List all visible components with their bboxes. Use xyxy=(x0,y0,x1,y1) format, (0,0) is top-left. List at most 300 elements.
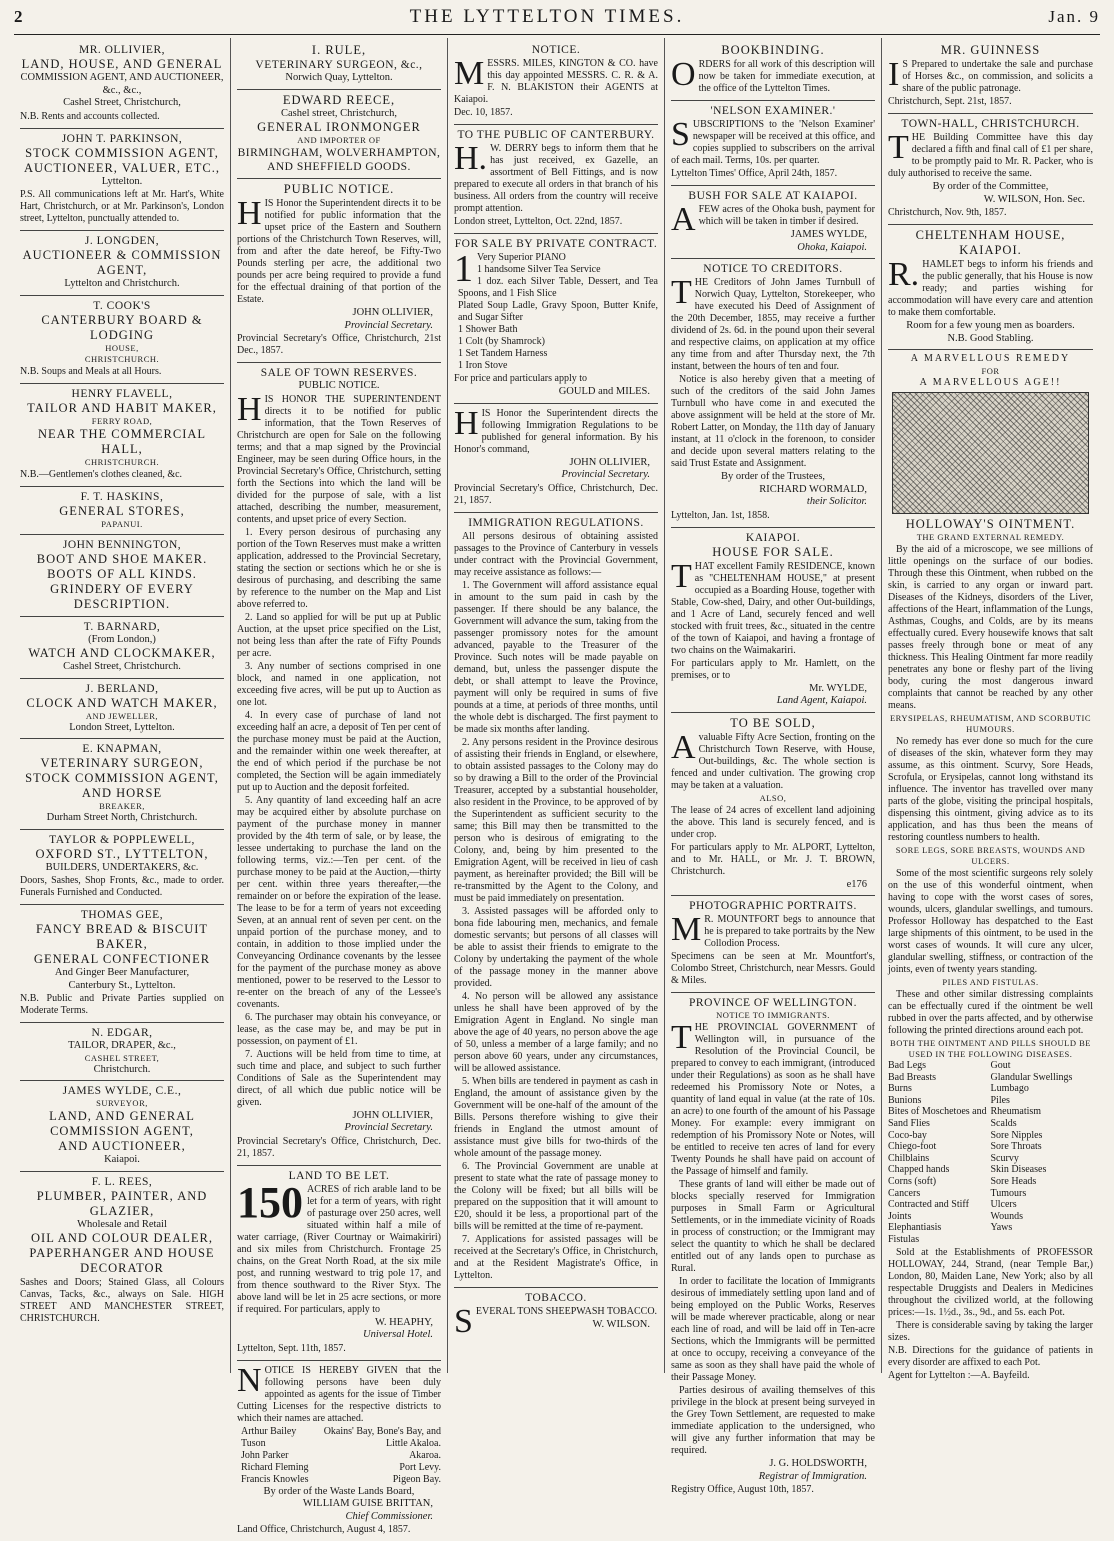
card-line: BOOT AND SHOE MAKER. xyxy=(20,552,224,567)
signature: W. WILSON. xyxy=(454,1319,658,1332)
ad-line: GENERAL IRONMONGER xyxy=(237,120,441,135)
place-date: Dec. 10, 1857. xyxy=(454,107,658,119)
sale-item: 1 doz. each Silver Table, Dessert, and Tea Spoons, and 1 Fish Slice xyxy=(454,276,658,300)
paragraph: 1. Every person desirous of purchasing any portion of the Town Reserves must make a written application, addressed to the Provincial Secretary, stating the section or sections which he or she is desirous of purchasing, and describing the same by reference to the number on the Map and List above referred to. xyxy=(237,527,441,611)
sale-item: Very Superior PIANO xyxy=(454,252,658,264)
newspaper-title: THE LYTTELTON TIMES. xyxy=(410,6,685,28)
column-5 xyxy=(882,38,1099,1373)
card-line: T. COOK'S xyxy=(20,299,224,313)
drop-cap: T xyxy=(671,1023,695,1053)
signature: JOHN OLLIVIER, xyxy=(237,307,441,320)
ad-wellington xyxy=(671,993,875,1501)
card-line: AUCTIONEER, VALUER, ETC., xyxy=(20,161,224,176)
ad-public-notice xyxy=(237,179,441,363)
engraving-illustration xyxy=(892,392,1089,514)
card-line: AUCTIONEER & COMMISSION AGENT, xyxy=(20,248,224,278)
ad-nelson xyxy=(671,101,875,186)
agent-district: Akaroa. xyxy=(405,1450,441,1462)
signature: W. HEAPHY, xyxy=(237,1317,441,1330)
diseases-left xyxy=(888,1060,991,1246)
card-line: AND JEWELLER, xyxy=(20,711,224,722)
ad-body: RDERS for all work of this description will now be taken for immediate execution, at the office of the Lyttelton Times. xyxy=(699,59,875,94)
ad-title: TOWN-HALL, CHRISTCHURCH. xyxy=(888,117,1093,131)
card-line: J. LONGDEN, xyxy=(20,234,224,248)
card-line: CHRISTCHURCH. xyxy=(20,457,224,468)
disease-item: Bites of Moschetoes and Sand Flies xyxy=(888,1106,991,1129)
ad-to-be-sold xyxy=(671,713,875,897)
card-note: P.S. All communications left at Mr. Hart's, White Hart, Christchurch, or at Mr. Parkinson's, London street, Lyttelton, punctually attended to. xyxy=(20,189,224,225)
signature-title: Provincial Secretary. xyxy=(237,1122,441,1135)
card-line: HOUSE, xyxy=(20,343,224,354)
place-date: London street, Lyttelton, Oct. 22nd, 1857. xyxy=(454,216,658,228)
card-line: OXFORD ST., LYTTELTON, xyxy=(20,847,224,862)
card-line: HENRY FLAVELL, xyxy=(20,387,224,401)
ad-body: FEW acres of the Ohoka bush, payment for which will be taken in timber if desired. xyxy=(699,204,875,227)
ad-body: HAT excellent Family RESIDENCE, known as "CHELTENHAM HOUSE," at present occupied as a Boarding House, together with Stable, Cow-shed, Dairy, and other Out-buildings, and 1 Acre of Land, securely fenced and well stocked with fruit trees, &c., situated in the centre of the town of Kaiapoi, and having a frontage of two chains on the Waimakariri. xyxy=(671,561,875,656)
ad-body: ESSRS. MILES, KINGTON & CO. have this day appointed MESSRS. C. R. & A. F. N. BLAKISTON their AGENTS at Kaiapoi. xyxy=(454,58,658,105)
agent-name: Francis Knowles xyxy=(241,1474,309,1486)
agent-district: Port Levy. xyxy=(395,1462,441,1474)
ad-body: ACRES of rich arable land to be let for a term of years, with right of pasturage over 250 acres, well situated within half a mile of water carriage, (River Courtnay or Waimakiriri) and six miles from Christchurch. Frontage 25 chains, on the Great North Road, at the six mile post, and running westward to trig pole 17, and from thence southward to the River Styx. The above land will be let in 25 acre sections, or more if required. For particulars, apply to xyxy=(237,1184,441,1315)
card-line: London Street, Lyttelton. xyxy=(20,722,224,735)
card-line: TAYLOR & POPPLEWELL, xyxy=(20,833,224,847)
ad-line: Norwich Quay, Lyttelton. xyxy=(237,72,441,85)
ad-body: IS Honor the Superintendent directs it to be notified for public information that the upset price of the Eastern and Southern portions of the Christchurch Town Reserves, will, from and after the date hereof, be Fifty-Two Pounds sterling per acre, the additional two pounds per acre being required to provide a fund for the effectual draining of that portion of the Estate. xyxy=(237,198,441,305)
ad-title: PHOTOGRAPHIC PORTRAITS. xyxy=(671,899,875,913)
business-card xyxy=(20,1081,224,1172)
issue-date: Jan. 9 xyxy=(1020,7,1100,27)
ad-title: TO BE SOLD, xyxy=(671,716,875,731)
sale-item: 1 handsome Silver Tea Service xyxy=(454,264,658,276)
paragraph: In order to facilitate the location of Immigrants desirous of immediately settling upon land and of being employed on the Public Works, Reserves will be made wherever practicable, along or near each line of road, and will be laid off in Ten-acre Sections, which the Immigrants will be permitted at once to occupy, receiving a conveyance of the same as soon as they shall have paid the whole of their Passage Money. xyxy=(671,1276,875,1384)
disease-item: Cancers xyxy=(888,1188,991,1200)
card-line: BOOTS OF ALL KINDS. xyxy=(20,567,224,582)
disease-item: Lumbago xyxy=(991,1083,1094,1095)
business-card xyxy=(20,1172,224,1331)
ad-town-reserves xyxy=(237,363,441,1166)
diseases-right xyxy=(991,1060,1094,1246)
ad-title: BOOKBINDING. xyxy=(671,43,875,58)
section-heading: ERYSIPELAS, RHEUMATISM, AND SCORBUTIC HUMOURS. xyxy=(888,713,1093,735)
card-line: Christchurch. xyxy=(20,1064,224,1077)
ad-title: NOTICE. xyxy=(454,43,658,57)
ad-derry xyxy=(454,125,658,234)
ad-notice-given xyxy=(237,1361,441,1541)
card-line: GENERAL STORES, xyxy=(20,504,224,519)
drop-cap: T xyxy=(888,133,912,163)
ad-body: S Prepared to undertake the sale and purchase of Horses &c., on commission, and solicits a share of the public patronage. xyxy=(902,59,1093,94)
disease-item: Sore Nipples xyxy=(991,1130,1094,1142)
disease-item: Tumours xyxy=(991,1188,1094,1200)
card-line: JOHN T. PARKINSON, xyxy=(20,132,224,146)
disease-item: Sore Throats xyxy=(991,1141,1094,1153)
card-line: THOMAS GEE, xyxy=(20,908,224,922)
signature-title: their Solicitor. xyxy=(671,496,875,509)
ad-title: NOTICE TO CREDITORS. xyxy=(671,262,875,276)
columns xyxy=(14,38,1100,1373)
card-line: GRINDERY OF EVERY DESCRIPTION. xyxy=(20,582,224,612)
ad-line: Cashel street, Christchurch, xyxy=(237,108,441,121)
paragraph: 5. When bills are tendered in payment as cash in England, the amount of assistance given by the Government will be one-half of the amount of the Bills. Persons therefore wishing to give their friends in England the utmost amount of assistance must give bills for two-thirds of the whole amount of the passage money. xyxy=(454,1076,658,1160)
card-line: Cashel Street, Christchurch. xyxy=(20,661,224,674)
paragraph: 6. The Provincial Government are unable at present to state what the rate of passage money to the Colony will be fixed; but all bills will be prepared on the supposition that it will amount to £20, should it be less, a proportional part of the bills will be remitted at the time of re-payment. xyxy=(454,1161,658,1233)
card-line: CHRISTCHURCH. xyxy=(20,354,224,365)
card-note: Sashes and Doors; Stained Glass, all Colours Canvas, Tacks, &c., always on Sale. HIGH STREET AND MANCHESTER STREET, CHRISTCHURCH. xyxy=(20,1277,224,1325)
drop-cap: O xyxy=(671,60,699,90)
sig-pre: By order of the Committee, xyxy=(888,181,1093,194)
card-line: VETERINARY SURGEON, xyxy=(20,756,224,771)
signature-title: Land Agent, Kaiapoi. xyxy=(671,695,875,708)
agent-district: Pigeon Bay. xyxy=(389,1474,441,1486)
disease-item: Gout xyxy=(991,1060,1094,1072)
paragraph: 6. The purchaser may obtain his conveyance, or lease, as the case may be, and may be put in possession, on payment of £1. xyxy=(237,1012,441,1048)
disease-item: Elephantiasis xyxy=(888,1222,991,1234)
sig-pre: By order of the Waste Lands Board, xyxy=(237,1486,441,1499)
ad-rule xyxy=(237,40,441,90)
ad-body: OTICE IS HEREBY GIVEN that the following persons have been duly appointed as agents for the issue of Timber Cutting Licenses for the respective districts to which their names are attached. xyxy=(237,1365,441,1424)
signature: Mr. WYLDE, xyxy=(671,683,875,696)
ad-body: UBSCRIPTIONS to the 'Nelson Examiner' newspaper will be received at this office, and copies supplied to subscribers on the arrival of each mail. Terms, 10s. per quarter. xyxy=(671,119,875,166)
ad-subtitle: NOTICE TO IMMIGRANTS. xyxy=(671,1010,875,1021)
ad-body: HE Building Committee have this day declared a fifth and final call of £1 per share, to be promptly paid to Mr. R. Packer, who is duly authorised to receive the same. xyxy=(888,132,1093,179)
disease-item: Sore Heads xyxy=(991,1176,1094,1188)
business-card xyxy=(20,1023,224,1081)
place-date: Lyttelton, Jan. 1st, 1858. xyxy=(671,510,875,522)
business-card xyxy=(20,129,224,232)
card-line: N. EDGAR, xyxy=(20,1026,224,1040)
ad-title: 'NELSON EXAMINER.' xyxy=(671,104,875,118)
card-line: STOCK COMMISSION AGENT, xyxy=(20,146,224,161)
ad-title: HOLLOWAY'S OINTMENT. xyxy=(888,517,1093,532)
disease-item: Piles xyxy=(991,1095,1094,1107)
ad-cheltenham xyxy=(888,225,1093,350)
business-card xyxy=(20,40,224,129)
card-line: Wholesale and Retail xyxy=(20,1219,224,1232)
ad-foot: Room for a few young men as boarders. xyxy=(888,320,1093,333)
drop-cap: A xyxy=(671,733,699,763)
card-line: Lyttelton. xyxy=(20,176,224,189)
drop-cap: 1 xyxy=(454,252,477,286)
card-line: PAPERHANGER AND HOUSE DECORATOR xyxy=(20,1246,224,1276)
signature-title: Universal Hotel. xyxy=(237,1329,441,1342)
ad-foot: For particulars apply to Mr. ALPORT, Lyttelton, and to Mr. HALL, or Mr. J. T. BROWN, Christchurch. xyxy=(671,842,875,878)
paragraph: 7. Auctions will be held from time to time, at such time and place, and subject to such further Conditions of Sale as the Superintendent may direct, of all which due public notice will be given. xyxy=(237,1049,441,1109)
disease-item: Chapped hands xyxy=(888,1164,991,1176)
card-note: N.B. Soups and Meals at all Hours. xyxy=(20,366,224,378)
card-line: GENERAL CONFECTIONER xyxy=(20,952,224,967)
card-line: SURVEYOR, xyxy=(20,1098,224,1109)
drop-cap: T xyxy=(671,278,695,308)
ad-title: BUSH FOR SALE AT KAIAPOI. xyxy=(671,189,875,203)
paragraph: 4. In every case of purchase of land not exceeding half an acre, a deposit of Ten per cent of the purchase money must be paid at the Auction, and the remainder within one week thereafter, at the end of which period if the purchase be not completed, the Section will be again immediately put up to Auction and the deposit forfeited. xyxy=(237,710,441,794)
business-card xyxy=(20,617,224,679)
column-4 xyxy=(665,38,882,1373)
ad-body: Specimens can be seen at Mr. Mountfort's, Colombo Street, Christchurch, near Messrs. Gould & Miles. xyxy=(671,951,875,987)
card-line: JOHN BENNINGTON, xyxy=(20,538,224,552)
disease-item: Burns xyxy=(888,1083,991,1095)
card-line: And Ginger Beer Manufacturer, xyxy=(20,967,224,980)
signature-title: Ohoka, Kaiapoi. xyxy=(671,242,875,255)
ad-regulations xyxy=(454,513,658,1288)
card-line: TAILOR AND HABIT MAKER, xyxy=(20,401,224,416)
signature: J. G. HOLDSWORTH, xyxy=(671,1458,875,1471)
ad-line: VETERINARY SURGEON, &c., xyxy=(237,58,441,72)
drop-cap: M xyxy=(454,59,487,89)
also-label: ALSO, xyxy=(671,793,875,804)
place-date: Registry Office, August 10th, 1857. xyxy=(671,1484,875,1496)
signature: W. WILSON, Hon. Sec. xyxy=(888,194,1093,207)
card-line: Cashel Street, Christchurch, xyxy=(20,97,224,110)
ad-title: TOBACCO. xyxy=(454,1291,658,1305)
paragraph: 5. Any quantity of land exceeding half an acre may be acquired either by absolute purchase on payment of the purchase money in manner provided by the 4th term of sale, or by lease, the lessee undertaking to purchase the land on the following terms, viz.:—Ten per cent. of the purchase money to be paid at the Auction,—thirty per cent. within three years thereafter,—the remainder on or before the expiration of the lease. The lease to be for a term of years not exceeding Seven, at an annual rent of seven per cent. on the unpaid portion of the purchase money, and to contain, in addition to those implied under the Conveyancing Ordinance covenants by the lessee for the payment of the purchase money as above mentioned, power to be reserved to the Lessor to re-enter on the breach of any of the Lessee's covenants. xyxy=(237,795,441,1011)
card-line: Lyttelton and Christchurch. xyxy=(20,278,224,291)
business-card xyxy=(20,384,224,487)
card-line: CLOCK AND WATCH MAKER, xyxy=(20,696,224,711)
ad-note: N.B. Directions for the guidance of patients in every disorder are affixed to each Pot. xyxy=(888,1345,1093,1369)
sale-item: 1 Colt (by Shamrock) xyxy=(454,336,658,348)
ad-subtitle: KAIAPOI. xyxy=(888,243,1093,258)
drop-cap: S xyxy=(454,1307,476,1337)
sale-item: 1 Iron Stove xyxy=(454,360,658,372)
ad-body: Sold at the Establishments of PROFESSOR HOLLOWAY, 244, Strand, (near Temple Bar,) London, 80, Maiden Lane, New York; also by all respectable Druggists and Dealers in Medicines throughout the civilized world, at the following prices:—1s. 1½d., 3s., 9d., and 5s. each Pot. xyxy=(888,1247,1093,1319)
business-card xyxy=(20,679,224,740)
ad-line: AND SHEFFIELD GOODS. xyxy=(237,160,441,174)
disease-item: Scalds xyxy=(991,1118,1094,1130)
place-date: Provincial Secretary's Office, Christchurch, Dec. 21, 1857. xyxy=(454,483,658,507)
business-card xyxy=(20,296,224,384)
paragraph: 3. Assisted passages will be afforded only to bona fide labouring men, mechanics, and female domestic servants; but persons of all classes will be able to assist their friends to emigrate to the Colony by undertaking the payment of the whole of the passage money in the manner above provided. xyxy=(454,906,658,990)
card-line: CANTERBURY BOARD & LODGING xyxy=(20,313,224,343)
ad-body: valuable Fifty Acre Section, fronting on the Christchurch Town Reserve, with House, Out-buildings, &c. The whole section is fenced and under cultivation. The growing crop may be taken at a valuation. xyxy=(671,732,875,791)
paragraph: 7. Applications for assisted passages will be received at the Secretary's Office, in Christchurch, and at the Resident Magistrate's Office, in Lyttelton. xyxy=(454,1234,658,1282)
card-line: FERRY ROAD, xyxy=(20,416,224,427)
disease-item: Bad Legs xyxy=(888,1060,991,1072)
ad-subtitle: PUBLIC NOTICE. xyxy=(237,380,441,393)
disease-item: Scurvy xyxy=(991,1153,1094,1165)
card-line: Kaiapoi. xyxy=(20,1154,224,1167)
signature: JOHN OLLIVIER, xyxy=(454,457,658,470)
disease-item: Fistulas xyxy=(888,1234,991,1246)
drop-cap: T xyxy=(671,562,695,592)
business-card xyxy=(20,905,224,1023)
card-line: BUILDERS, UNDERTAKERS, &c. xyxy=(20,862,224,875)
paragraph: 2. Land so applied for will be put up at Public Auction, at the upset price specified on the List, not being less than after the rate of Fifty Pounds per acre. xyxy=(237,612,441,660)
ad-body xyxy=(237,394,441,1109)
ad-land-let xyxy=(237,1166,441,1361)
card-line: WATCH AND CLOCKMAKER, xyxy=(20,646,224,661)
disease-item: Corns (soft) xyxy=(888,1176,991,1188)
business-card xyxy=(20,231,224,296)
ad-town-hall xyxy=(888,114,1093,225)
card-note: N.B. Rents and accounts collected. xyxy=(20,111,224,123)
card-line: NEAR THE COMMERCIAL HALL, xyxy=(20,427,224,457)
agent-name: John Parker xyxy=(241,1450,289,1462)
ad-line: AND IMPORTER OF xyxy=(237,135,441,146)
drop-cap: H xyxy=(454,409,482,439)
disease-item: Wounds xyxy=(991,1211,1094,1223)
business-card xyxy=(20,739,224,830)
ad-body: IS Honor the Superintendent directs the following Immigration Regulations to be published for general information. By his Honor's command, xyxy=(454,408,658,455)
disease-item: Bad Breasts xyxy=(888,1072,991,1084)
ad-line: BIRMINGHAM, WOLVERHAMPTON, xyxy=(237,146,441,160)
card-line: E. KNAPMAN, xyxy=(20,742,224,756)
place-date: Provincial Secretary's Office, Christchurch, Dec. 21, 1857. xyxy=(237,1136,441,1160)
drop-cap: M xyxy=(671,915,704,945)
card-line: LAND, HOUSE, AND GENERAL xyxy=(20,57,224,72)
card-line: AND AUCTIONEER, xyxy=(20,1139,224,1154)
signature-title: Chief Commissioner. xyxy=(237,1511,441,1524)
ad-line: EDWARD REECE, xyxy=(237,93,441,108)
ad-creditors xyxy=(671,259,875,528)
ad-private-sale xyxy=(454,234,658,404)
place-date: Lyttelton, Sept. 11th, 1857. xyxy=(237,1343,441,1355)
ad-title: KAIAPOI. xyxy=(671,531,875,545)
section-heading: BOTH THE OINTMENT AND PILLS SHOULD BE USED IN THE FOLLOWING DISEASES. xyxy=(888,1038,1093,1060)
card-line: TAILOR, DRAPER, &c., xyxy=(20,1040,224,1053)
ad-title: IMMIGRATION REGULATIONS. xyxy=(454,516,658,530)
disease-item: Rheumatism xyxy=(991,1106,1094,1118)
card-line: JAMES WYLDE, C.E., xyxy=(20,1084,224,1098)
ad-headline: A MARVELLOUS AGE!! xyxy=(888,377,1093,390)
card-line: PAPANUI. xyxy=(20,519,224,530)
disease-item: Ulcers xyxy=(991,1199,1094,1211)
section-heading: PILES AND FISTULAS. xyxy=(888,977,1093,988)
card-line: Canterbury St., Lyttelton. xyxy=(20,980,224,993)
agent-row xyxy=(237,1474,441,1486)
card-line: (From London,) xyxy=(20,634,224,647)
card-line: COMMISSION AGENT, AND AUCTIONEER, &c., &c., xyxy=(20,72,224,97)
ad-body: Some of the most scientific surgeons rely solely on the use of this wonderful ointment, when having to cope with the worst cases of sores, wounds, ulcers, glandular swellings, and tumours. Professor Holloway has despatched to the East large shipments of this ointment, to be used in the worst cases of wounds. It will cure any ulcer, glandular swelling, stiffness, or contraction of the joints, even of twenty years standing. xyxy=(888,868,1093,976)
reference: e176 xyxy=(671,879,875,892)
ad-line: I. RULE, xyxy=(237,43,441,58)
ad-photo xyxy=(671,896,875,993)
column-2 xyxy=(231,38,448,1373)
page-number: 2 xyxy=(14,7,74,27)
paragraph: These grants of land will either be made out of blocks specially reserved for Immigration purposes in Small Farm or Agricultural Settlements, or in the immediate vicinity of Roads in process of construction; or the Immigrant may select the quantity to which he shall be declared entitled out of any lands open to purchase as Rural. xyxy=(671,1179,875,1275)
ad-subtitle: THE GRAND EXTERNAL REMEDY. xyxy=(888,532,1093,543)
ad-title: SALE OF TOWN RESERVES. xyxy=(237,366,441,380)
signature: RICHARD WORMALD, xyxy=(671,484,875,497)
ad-body: HAMLET begs to inform his friends and the public generally, that his House is now ready; and parties wishing for accommodation will have every care and attention to make them comfortable. xyxy=(888,259,1093,318)
ad-foot: For particulars apply to Mr. Hamlett, on the premises, or to xyxy=(671,658,875,682)
place-date: Lyttelton Times' Office, April 24th, 1857. xyxy=(671,168,875,180)
ad-headline: A MARVELLOUS REMEDY xyxy=(888,353,1093,366)
sig-pre: By order of the Trustees, xyxy=(671,471,875,484)
drop-cap: H. xyxy=(454,144,490,174)
card-line: PLUMBER, PAINTER, AND GLAZIER, xyxy=(20,1189,224,1219)
ad-foot: For price and particulars apply to xyxy=(454,373,658,385)
card-line: T. BARNARD, xyxy=(20,620,224,634)
big-number: 150 xyxy=(237,1184,307,1222)
ad-body: No remedy has ever done so much for the cure of diseases of the skin, whatever form they may assume, as this ointment. Scurvy, Sore Heads, Scrofula, or Erysipelas, cannot long withstand its influence. The inventor has travelled over many parts of the globe, visiting the principal hospitals, dispensing this ointment, giving advice as to its application, and has thus been the means of restoring countless numbers to health. xyxy=(888,736,1093,844)
section-heading: SORE LEGS, SORE BREASTS, WOUNDS AND ULCERS. xyxy=(888,845,1093,867)
disease-item: Contracted and Stiff Joints xyxy=(888,1199,991,1222)
paragraph: 2. Any persons resident in the Province desirous of assisting their friends in England, or elsewhere, to obtain assisted passages to the Colony may do so by drawing a Bill to the order of the Provincial Treasurer, accepted by a substantial householder, also resident in the Province, to be approved of by the Superintendent as sufficient security to the same; this Bill may then be transmitted to the person who is desirous of emigrating to the Colony, and, being by him presented to the Emigration Agent, will be received in lieu of cash payment, as hereinafter provided; the Bill will be re-transmitted by the Agent to the Colony, and must be paid immediately on presentation. xyxy=(454,737,658,905)
paragraph: 4. No person will be allowed any assistance unless he shall have been approved of by the Emigration Agent in England. No single man above the age of 40 years, no person above the age of 50, unless a member of a large family; and no person above 60 years, under any circumstances, will be allowed assistance. xyxy=(454,991,658,1075)
ad-headline: FOR xyxy=(888,366,1093,377)
ad-title: TO THE PUBLIC OF CANTERBURY. xyxy=(454,128,658,142)
disease-item: Chiego-foot xyxy=(888,1141,991,1153)
ad-notice-miles xyxy=(454,40,658,125)
drop-cap: H xyxy=(237,199,265,229)
disease-item: Bunions xyxy=(888,1095,991,1107)
card-line: FANCY BREAD & BISCUIT BAKER, xyxy=(20,922,224,952)
drop-cap: A xyxy=(671,205,699,235)
business-card xyxy=(20,535,224,617)
card-line: CASHEL STREET, xyxy=(20,1053,224,1064)
disease-item: Coco-bay xyxy=(888,1130,991,1142)
masthead xyxy=(14,0,1100,35)
card-line: F. T. HASKINS, xyxy=(20,490,224,504)
drop-cap: I xyxy=(888,60,902,90)
paragraph: 1. The Government will afford assistance equal in amount to the sum paid in cash by the passenger. If there should be any balance, the Government will advance the sum, taking from the passenger promissory notes for the amount advanced, payable to the Treasurer of the Province. Such notes will be made payable on demand, but, unless the passenger dispute the debt, or shall attempt to leave the Province, payment will only be required in sums of five pounds at a time, at periods of three months, until the whole debt is discharged. The first payment to be made six months after landing. xyxy=(454,580,658,736)
drop-cap: H xyxy=(237,395,265,425)
ad-body: These and other similar distressing complaints can be effectually cured if the ointment be well rubbed in over the parts affected, and by otherwise following the printed directions around each pot. xyxy=(888,989,1093,1037)
signature-title: Provincial Secretary. xyxy=(237,320,441,333)
drop-cap: N xyxy=(237,1366,265,1396)
column-3 xyxy=(448,38,665,1373)
sale-item: 1 Shower Bath xyxy=(454,324,658,336)
agent-name: Richard Fleming xyxy=(241,1462,309,1474)
ad-tobacco xyxy=(454,1288,658,1336)
card-line: J. BERLAND, xyxy=(20,682,224,696)
column-1 xyxy=(14,38,231,1373)
drop-cap: R. xyxy=(888,260,922,290)
agent-name: Arthur Bailey Tuson xyxy=(241,1426,304,1450)
signature: JAMES WYLDE, xyxy=(671,229,875,242)
ad-body: HE PROVINCIAL GOVERNMENT of Wellington will, in pursuance of the Resolution of the Provincial Council, be prepared to convey to each immigrant, (introduced under their Regulations) as soon as he shall have redeemed his Promissory Note or Notes, a quantity of land equal in value (at the rate of 10s. an acre) to one fourth of the amount of his Passage Money. For example: every immigrant on redemption of his Promissory Note or Notes, will be entitled to receive ten acres of land for every Twenty Pounds he shall have paid on account of the Passage of himself and family. xyxy=(671,1022,875,1177)
card-note: Doors, Sashes, Shop Fronts, &c., made to order. Funerals Furnished and Conducted. xyxy=(20,875,224,899)
ad-note: N.B. Good Stabling. xyxy=(888,333,1093,346)
ad-reece xyxy=(237,90,441,180)
place-date: Christchurch, Sept. 21st, 1857. xyxy=(888,96,1093,108)
paragraph: HIS HONOR THE SUPERINTENDENT directs it to be notified for public information, that the Town Reserves of Christchurch are open for Sale on the following terms; and that a map signed by the Provincial Engineer, may be seen during Office hours, in the Provincial Secretary's Office, Christchurch, setting forth the Sections into which the land will be divided for the purpose of sale, with a list attached, describing the number, measurement, contents, and upset price of every Section. xyxy=(237,394,441,526)
agent-row xyxy=(237,1450,441,1462)
ad-guinness xyxy=(888,40,1093,114)
ad-title: MR. GUINNESS xyxy=(888,43,1093,58)
diseases-table xyxy=(888,1060,1093,1246)
card-line: OIL AND COLOUR DEALER, xyxy=(20,1231,224,1246)
card-line: MR. OLLIVIER, xyxy=(20,43,224,57)
sale-item: Plated Soup Ladle, Gravy Spoon, Butter Knife, and Sugar Sifter xyxy=(454,300,658,324)
ad-body: There is considerable saving by taking the larger sizes. xyxy=(888,1320,1093,1344)
agent-row xyxy=(237,1462,441,1474)
card-line: Durham Street North, Christchurch. xyxy=(20,812,224,825)
signature: WILLIAM GUISE BRITTAN, xyxy=(237,1498,441,1511)
card-note: N.B. Public and Private Parties supplied on Moderate Terms. xyxy=(20,993,224,1017)
agents-list xyxy=(237,1426,441,1486)
place-date: Land Office, Christchurch, August 4, 1857. xyxy=(237,1524,441,1536)
ad-body: W. DERRY begs to inform them that he has just received, ex Gazelle, an assortment of Bell Fittings, and is now prepared to execute all orders in that branch of his business. All orders from the country will receive prompt attention. xyxy=(454,143,658,214)
card-line: BREAKER, xyxy=(20,801,224,812)
business-card xyxy=(20,487,224,535)
paragraph: Parties desirous of availing themselves of this privilege in the block at present being surveyed in the Grey Town Settlement, are requested to make immediate application to the undersigned, who will give any further information that may be required. xyxy=(671,1385,875,1457)
signature-title: Registrar of Immigration. xyxy=(671,1471,875,1484)
ad-body: HE Creditors of John James Turnbull of Norwich Quay, Lyttelton, Storekeeper, who have executed his Deed of Assignment of the 20th December, 1855, may receive a further dividend of 2s. 6d. in the pound upon their several and respective claims, on application at my office any time from and after Thursday next, the 7th instant, between the hours of ten and four. xyxy=(671,277,875,372)
disease-item: Chilblains xyxy=(888,1153,991,1165)
signature: JOHN OLLIVIER, xyxy=(237,1110,441,1123)
agent-row xyxy=(237,1426,441,1450)
place-date: Provincial Secretary's Office, Christchurch, 21st Dec., 1857. xyxy=(237,333,441,357)
signature-title: Provincial Secretary. xyxy=(454,469,658,482)
ad-body: EVERAL TONS SHEEPWASH TOBACCO. xyxy=(476,1306,657,1317)
disease-item: Yaws xyxy=(991,1222,1094,1234)
card-note: N.B.—Gentlemen's clothes cleaned, &c. xyxy=(20,469,224,481)
ad-holloway xyxy=(888,350,1093,1387)
ad-bush xyxy=(671,186,875,259)
ad-body: The lease of 24 acres of excellent land adjoining the above. This land is securely fenced, and is under crop. xyxy=(671,805,875,841)
ad-bookbinding xyxy=(671,40,875,101)
